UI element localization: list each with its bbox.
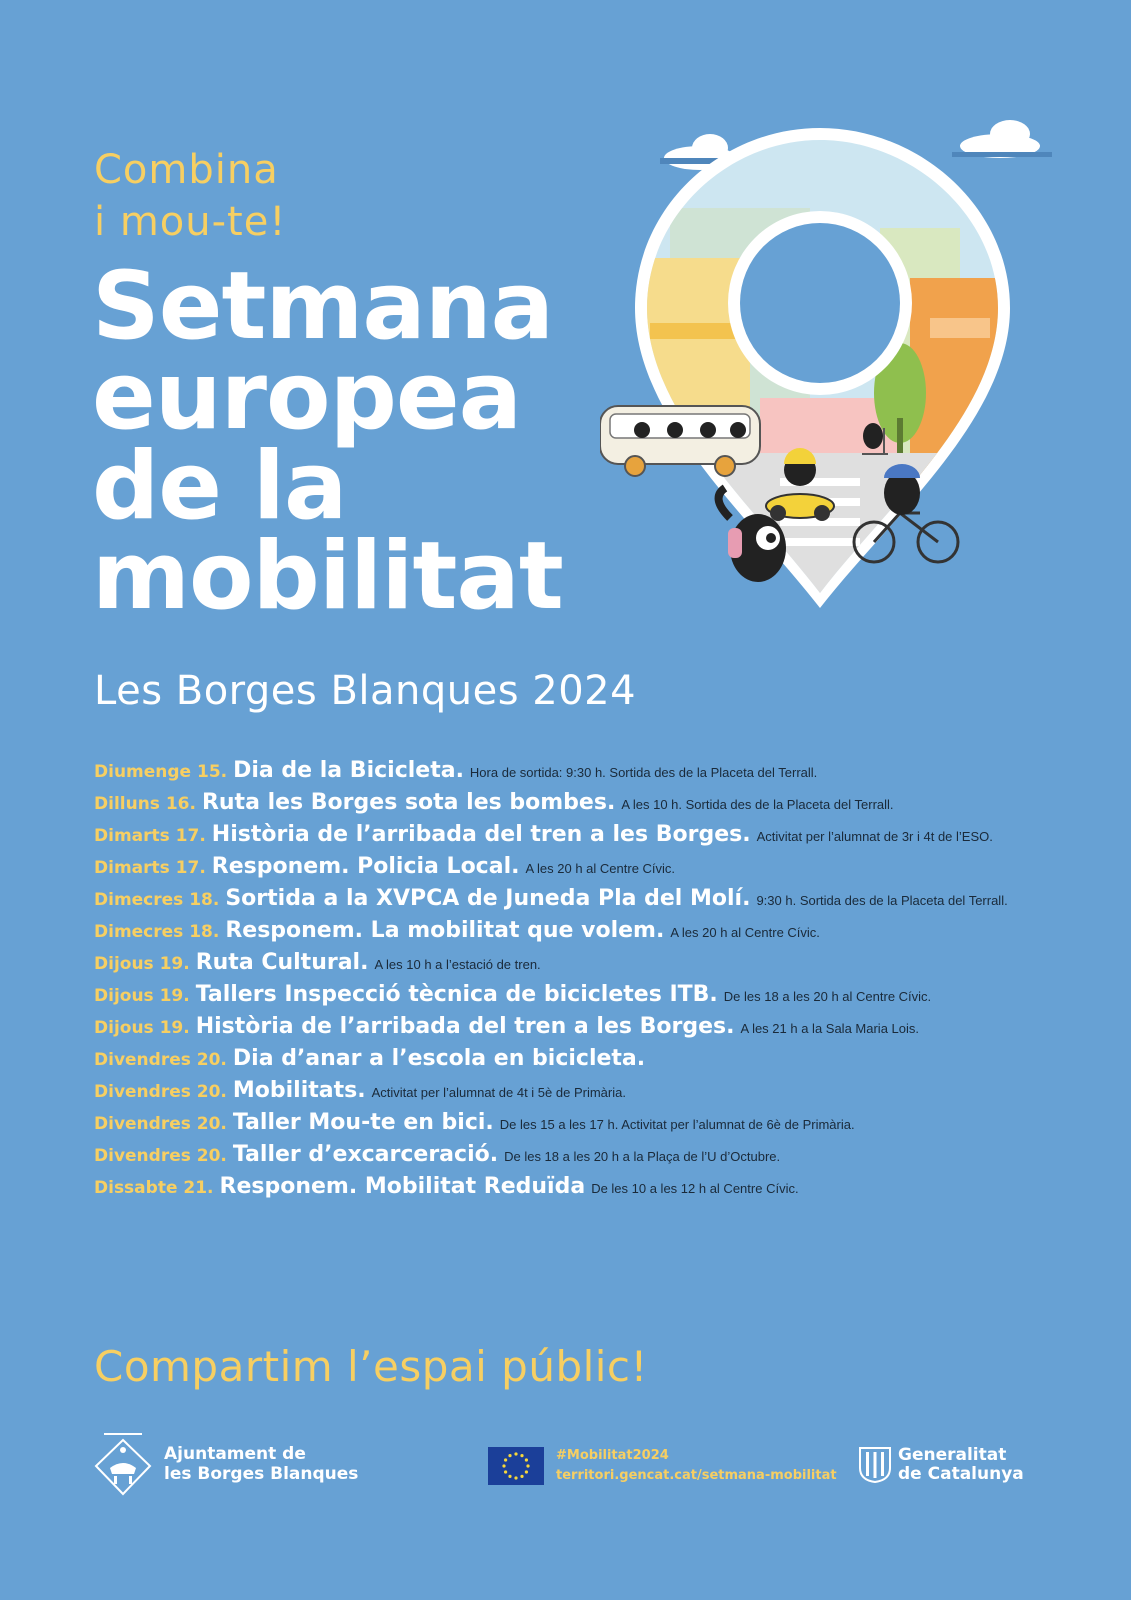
list-item xyxy=(94,1110,1094,1142)
website-link[interactable]: territori.gencat.cat/setmana-mobilitat xyxy=(556,1468,837,1483)
event-day: Divendres 20. xyxy=(94,1146,227,1166)
event-schedule xyxy=(94,758,1094,1206)
municipal-shield-icon xyxy=(92,1428,154,1500)
event-detail: De les 15 a les 17 h. Activitat per l’alumnat de 6è de Primària. xyxy=(499,1117,855,1132)
event-day: Diumenge 15. xyxy=(94,762,228,782)
senyera-shield-icon xyxy=(858,1446,892,1484)
generalitat-logo xyxy=(858,1446,1024,1484)
event-day: Dimecres 18. xyxy=(94,922,220,942)
title-line-2: europea xyxy=(92,342,522,451)
event-detail: De les 18 a les 20 h al Centre Cívic. xyxy=(723,989,932,1004)
event-title: Història de l’arribada del tren a les Borges. xyxy=(195,1014,735,1039)
event-day: Dijous 19. xyxy=(94,986,190,1006)
generalitat-name-line-2: de Catalunya xyxy=(898,1464,1024,1484)
eu-block xyxy=(488,1446,837,1486)
event-detail: De les 10 a les 12 h al Centre Cívic. xyxy=(591,1181,799,1196)
event-title: Responem. La mobilitat que volem. xyxy=(225,918,665,943)
list-item xyxy=(94,854,1094,886)
list-item xyxy=(94,918,1094,950)
list-item xyxy=(94,950,1094,982)
event-title: Dia d’anar a l’escola en bicicleta. xyxy=(232,1046,646,1071)
event-title: Taller d’excarceració. xyxy=(232,1142,499,1167)
list-item xyxy=(94,1078,1094,1110)
ajuntament-logo xyxy=(92,1428,358,1500)
event-detail: A les 20 h al Centre Cívic. xyxy=(525,861,676,876)
ajuntament-name-line-1: Ajuntament de xyxy=(164,1444,306,1464)
list-item xyxy=(94,1014,1094,1046)
event-title: Responem. Policia Local. xyxy=(211,854,520,879)
tagline-line-2: i mou-te! xyxy=(94,199,287,245)
tagline-line-1: Combina xyxy=(94,147,279,193)
event-day: Dijous 19. xyxy=(94,954,190,974)
list-item xyxy=(94,982,1094,1014)
event-detail: A les 10 h a l’estació de tren. xyxy=(374,957,541,972)
list-item xyxy=(94,1174,1094,1206)
event-detail: Activitat per l’alumnat de 3r i 4t de l’ESO. xyxy=(756,829,993,844)
map-pin-city-illustration xyxy=(600,118,1080,638)
list-item xyxy=(94,886,1094,918)
event-day: Dilluns 16. xyxy=(94,794,196,814)
list-item xyxy=(94,822,1094,854)
event-title: Ruta les Borges sota les bombes. xyxy=(201,790,616,815)
event-day: Dimecres 18. xyxy=(94,890,220,910)
event-detail: 9:30 h. Sortida des de la Placeta del Terrall. xyxy=(756,893,1008,908)
event-title: Història de l’arribada del tren a les Borges. xyxy=(211,822,751,847)
subtitle: Les Borges Blanques 2024 xyxy=(94,668,637,714)
slogan: Compartim l’espai públic! xyxy=(94,1342,648,1391)
event-detail: A les 10 h. Sortida des de la Placeta del Terrall. xyxy=(621,797,894,812)
list-item xyxy=(94,758,1094,790)
event-title: Sortida a la XVPCA de Juneda Pla del Molí. xyxy=(225,886,751,911)
event-day: Dimarts 17. xyxy=(94,826,206,846)
list-item xyxy=(94,790,1094,822)
list-item xyxy=(94,1046,1094,1078)
tagline xyxy=(94,144,286,248)
ajuntament-name-line-2: les Borges Blanques xyxy=(164,1464,359,1484)
list-item xyxy=(94,1142,1094,1174)
event-title: Taller Mou-te en bici. xyxy=(232,1110,494,1135)
title-line-3: de la xyxy=(92,432,347,541)
title-line-1: Setmana xyxy=(92,252,554,361)
event-day: Dijous 19. xyxy=(94,1018,190,1038)
event-title: Dia de la Bicicleta. xyxy=(233,758,464,783)
event-title: Tallers Inspecció tècnica de bicicletes ITB. xyxy=(195,982,718,1007)
event-detail: A les 21 h a la Sala Maria Lois. xyxy=(740,1021,919,1036)
hashtag: #Mobilitat2024 xyxy=(556,1448,669,1463)
event-detail: Hora de sortida: 9:30 h. Sortida des de la Placeta del Terrall. xyxy=(469,765,818,780)
eu-flag-icon xyxy=(488,1447,544,1485)
event-day: Divendres 20. xyxy=(94,1082,227,1102)
event-day: Dimarts 17. xyxy=(94,858,206,878)
event-title: Mobilitats. xyxy=(232,1078,366,1103)
generalitat-name-line-1: Generalitat xyxy=(898,1445,1007,1465)
event-day: Divendres 20. xyxy=(94,1114,227,1134)
event-detail: Activitat per l’alumnat de 4t i 5è de Primària. xyxy=(371,1085,626,1100)
event-day: Divendres 20. xyxy=(94,1050,227,1070)
title-line-4: mobilitat xyxy=(92,522,563,631)
event-day: Dissabte 21. xyxy=(94,1178,214,1198)
event-detail: A les 20 h al Centre Cívic. xyxy=(670,925,820,940)
footer xyxy=(0,1420,1131,1530)
cloud-icon xyxy=(952,120,1052,158)
event-title: Ruta Cultural. xyxy=(195,950,369,975)
event-title: Responem. Mobilitat Reduïda xyxy=(219,1174,586,1199)
event-detail: De les 18 a les 20 h a la Plaça de l’U d’Octubre. xyxy=(504,1149,781,1164)
main-title xyxy=(92,252,563,631)
